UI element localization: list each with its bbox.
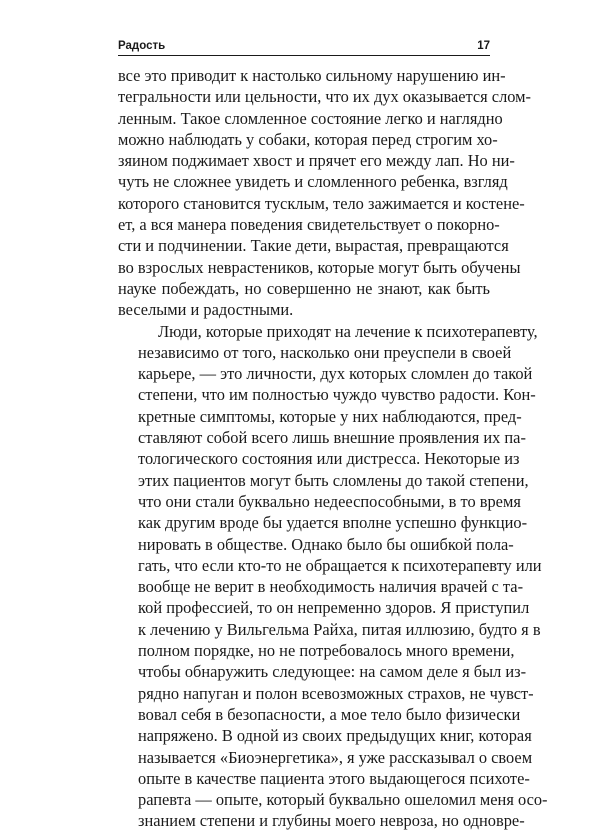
text-line: независимо от того, насколько они преуспели в своей bbox=[138, 342, 512, 362]
section-title: Радость bbox=[118, 40, 166, 52]
text-line: степени, что им полностью чуждо чувство радости. Кон- bbox=[138, 385, 536, 405]
text-line: к лечению у Вильгельма Райха, питая иллюзию, будто я в bbox=[138, 619, 541, 639]
text-line: можно наблюдать у собаки, которая перед строгим хо- bbox=[118, 129, 498, 149]
text-line: называется «Биоэнергетика», я уже рассказывал о своем bbox=[138, 747, 533, 767]
text-line: чтобы обнаружить следующее: на самом деле я был из- bbox=[138, 662, 527, 682]
text-line: кой профессией, то он непременно здоров. Я приступил bbox=[138, 598, 530, 618]
text-line: ет, а вся манера поведения свидетельствует о покорно- bbox=[118, 215, 500, 235]
text-line: тегральности или цельности, что их дух оказывается слом- bbox=[118, 87, 531, 107]
text-line: вовал себя в безопасности, а мое тело было физически bbox=[138, 704, 521, 724]
text-line: веселыми и радостными. bbox=[118, 300, 294, 320]
text-line: ставляют собой всего лишь внешние проявления их па- bbox=[138, 428, 526, 448]
running-header bbox=[118, 40, 490, 56]
text-line: гать, что если кто-то не обращается к психотерапевту или bbox=[138, 555, 542, 575]
text-line: чуть не сложнее увидеть и сломленного ребенка, взгляд bbox=[118, 172, 508, 192]
text-line: опыте в качестве пациента этого выдающегося психоте- bbox=[138, 768, 530, 788]
text-line: вообще не верит в необходимость наличия врачей с та- bbox=[138, 577, 524, 597]
page-number: 17 bbox=[477, 40, 490, 52]
text-line: как другим вроде бы удается вполне успешно функцио- bbox=[138, 513, 528, 533]
text-line: которого становится тусклым, тело зажимается и костене- bbox=[118, 193, 525, 213]
book-page bbox=[118, 40, 548, 832]
text-line: во взрослых неврастеников, которые могут быть обучены bbox=[118, 257, 521, 277]
paragraph bbox=[118, 65, 531, 321]
text-line: тологического состояния или дистресса. Некоторые из bbox=[138, 449, 520, 469]
text-line: науке побеждать, но совершенно не знают, как быть bbox=[118, 278, 490, 298]
text-line: ленным. Такое сломленное состояние легко и наглядно bbox=[118, 108, 503, 128]
text-line: этих пациентов могут быть сломлены до такой степени, bbox=[138, 470, 529, 490]
text-line: Люди, которые приходят на лечение к психотерапевту, bbox=[158, 321, 538, 341]
text-line: сти и подчинении. Такие дети, вырастая, превращаются bbox=[118, 236, 509, 256]
text-line: зяином поджимает хвост и прячет его между лап. Но ни- bbox=[118, 151, 515, 171]
text-line: рапевта — опыте, который буквально ошеломил меня осо- bbox=[138, 790, 548, 810]
body-text bbox=[118, 65, 548, 832]
text-line: карьере, — это личности, дух которых сломлен до такой bbox=[138, 364, 533, 384]
text-line: полном порядке, но не потребовалось много времени, bbox=[138, 641, 515, 661]
text-line: напряжено. В одной из своих предыдущих книг, которая bbox=[138, 726, 532, 746]
paragraph bbox=[118, 321, 548, 832]
text-line: рядно напуган и полон всевозможных страхов, не чувст- bbox=[138, 683, 534, 703]
text-line: все это приводит к настолько сильному нарушению ин- bbox=[118, 66, 506, 85]
text-line: знанием степени и глубины моего невроза, но одновре- bbox=[138, 811, 525, 831]
text-line: что они стали буквально недееспособными, в то время bbox=[138, 491, 521, 511]
text-line: нировать в обществе. Однако было бы ошибкой пола- bbox=[138, 534, 514, 554]
text-line: кретные симптомы, которые у них наблюдаются, пред- bbox=[138, 406, 522, 426]
